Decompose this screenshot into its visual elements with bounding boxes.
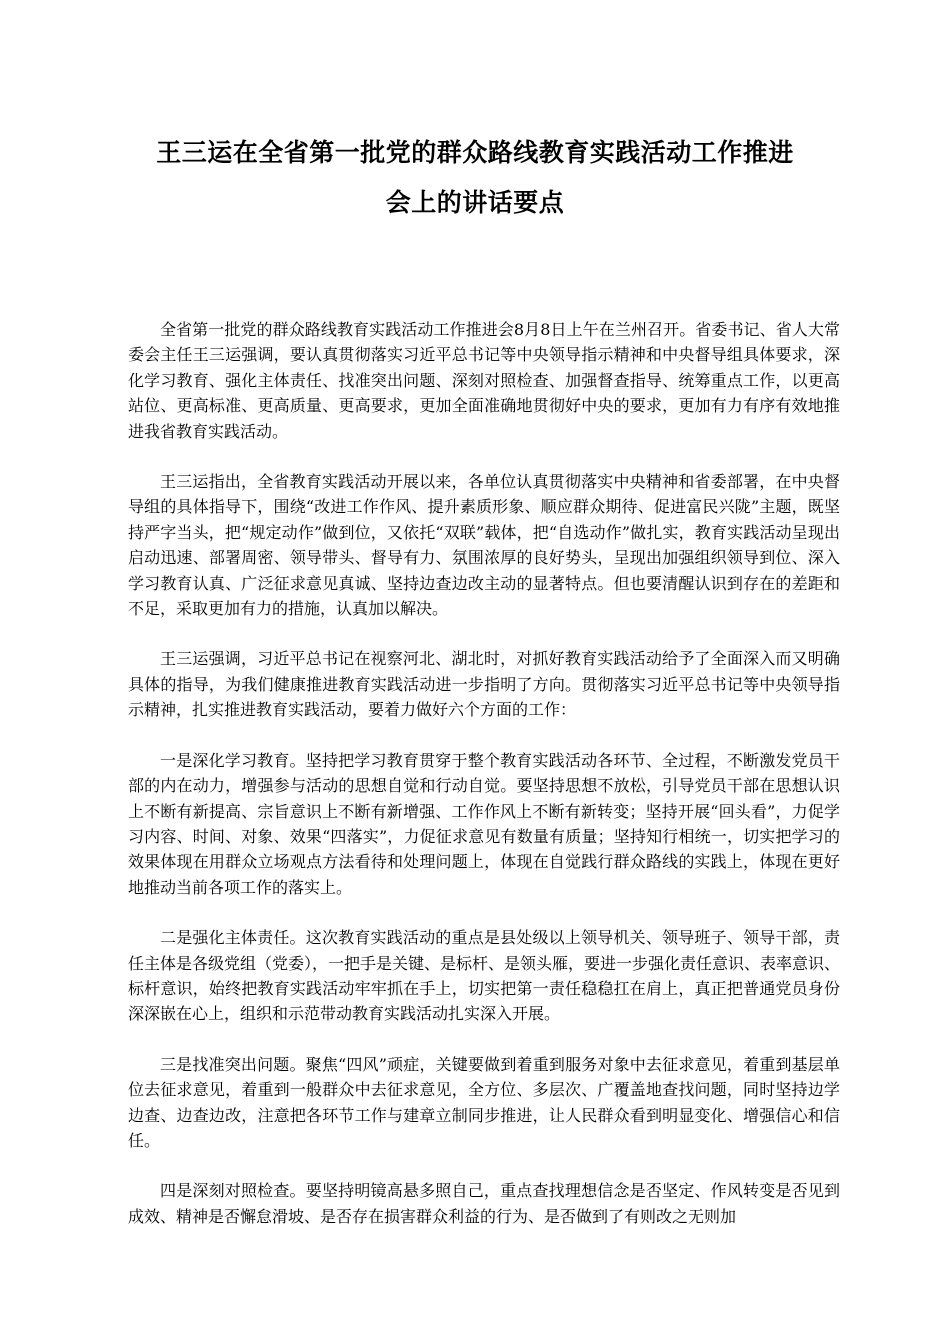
title-line-1: 王三运在全省第一批党的群众路线教育实践活动工作推进 — [156, 138, 794, 167]
paragraph-point-3: 三是找准突出问题。聚焦“四风”顽症，关键要做到着重到服务对象中去征求意见，着重到基层单位去征求意见，着重到一般群众中去征求意见，全方位、多层次、广覆盖地查找问题，同时坚持边学边查、边查边改，注意把各环节工作与建章立制同步推进，让人民群众看到明显变化、增强信心和信任。 — [128, 1054, 840, 1150]
paragraph-summary: 王三运指出，全省教育实践活动开展以来，各单位认真贯彻落实中央精神和省委部署，在中央督导组的具体指导下，围绕“改进工作作风、提升素质形象、顺应群众期待、促进富民兴陇”主题，既坚持严字当头，把“规定动作”做到位，又依托“双联”载体，把“自选动作”做扎实，教育实践活动呈现出启动迅速、部署周密、领导带头、督导有力、氛围浓厚的良好势头，呈现出加强组织领导到位、深入学习教育认真、广泛征求意见真诚、坚持边查边改主动的显著特点。但也要清醒认识到存在的差距和不足，采取更加有力的措施，认真加以解决。 — [128, 472, 840, 619]
paragraph-point-2: 二是强化主体责任。这次教育实践活动的重点是县处级以上领导机关、领导班子、领导干部，责任主体是各级党组（党委），一把手是关键、是标杆、是领头雁，要进一步强化责任意识、表率意识、标杆意识，始终把教育实践活动牢牢抓在手上，切实把第一责任稳稳扛在肩上，真正把普通党员身份深深嵌在心上，组织和示范带动教育实践活动扎实深入开展。 — [128, 928, 841, 1024]
paragraph-emphasis: 王三运强调，习近平总书记在视察河北、湖北时，对抓好教育实践活动给予了全面深入而又明确具体的指导，为我们健康推进教育实践活动进一步指明了方向。贯彻落实习近平总书记等中央领导指示精神，扎实推进教育实践活动，要着力做好六个方面的工作： — [128, 649, 840, 720]
title-line-2: 会上的讲话要点 — [385, 188, 565, 217]
paragraph-point-4: 四是深刻对照检查。要坚持明镜高悬多照自己，重点查找理想信念是否坚定、作风转变是否见到成效、精神是否懈怠滑坡、是否存在损害群众利益的行为、是否做到了有则改之无则加 — [128, 1181, 840, 1226]
document-body — [128, 317, 840, 1254]
paragraph-point-1: 一是深化学习教育。坚持把学习教育贯穿于整个教育实践活动各环节、全过程，不断激发党员干部的内在动力，增强参与活动的思想自觉和行动自觉。要坚持思想不放松，引导党员干部在思想认识上不断有新提高、宗旨意识上不断有新增强、工作作风上不断有新转变；坚持开展“回头看”，力促学习内容、时间、对象、效果“四落实”，力促征求意见有数量有质量；坚持知行相统一，切实把学习的效果体现在用群众立场观点方法看待和处理问题上，体现在自觉践行群众路线的实践上，体现在更好地推动当前各项工作的落实上。 — [128, 750, 840, 897]
paragraph-intro: 全省第一批党的群众路线教育实践活动工作推进会8月8日上午在兰州召开。省委书记、省人大常委会主任王三运强调，要认真贯彻落实习近平总书记等中央领导指示精神和中央督导组具体要求，深化学习教育、强化主体责任、找准突出问题、深刻对照检查、加强督查指导、统筹重点工作，以更高站位、更高标准、更高质量、更高要求，更加全面准确地贯彻好中央的要求，更加有力有序有效地推进我省教育实践活动。 — [128, 320, 840, 441]
page-title — [120, 128, 830, 228]
